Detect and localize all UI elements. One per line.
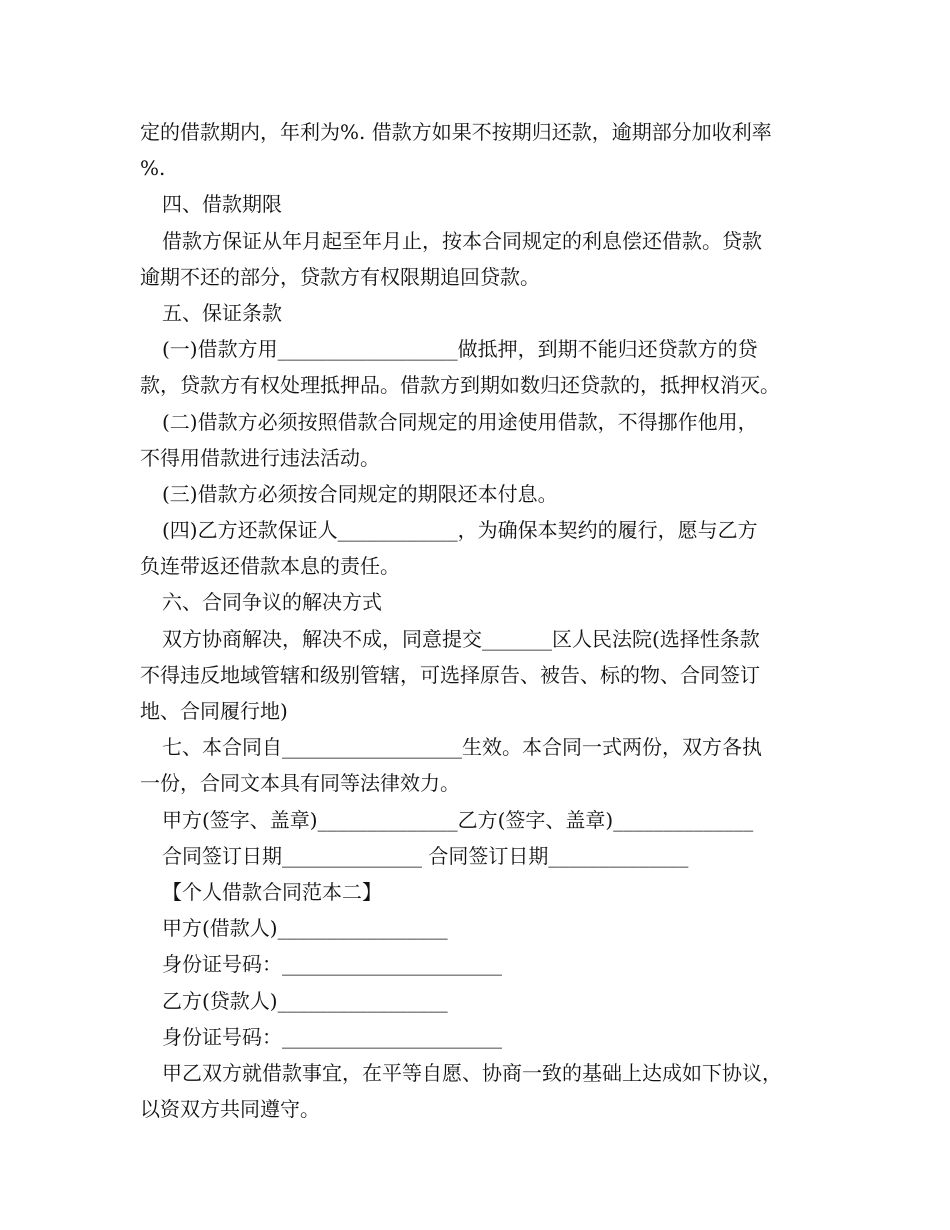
text-line: (一)借款方用__________________做抵押，到期不能归还贷款方的贷: [162, 337, 758, 362]
text-line: 借款方保证从年月起至年月止，按本合同规定的利息偿还借款。贷款: [162, 228, 762, 253]
section-heading: 五、保证条款: [162, 300, 282, 325]
section-heading: 七、本合同自__________________生效。本合同一式两份，双方各执: [162, 735, 762, 760]
text-line: 一份，合同文本具有同等法律效力。: [140, 771, 460, 796]
text-line: (三)借款方必须按合同规定的期限还本付息。: [162, 481, 558, 506]
borrower-id-field: 身份证号码：______________________: [162, 952, 502, 977]
document-page: [140, 114, 830, 1127]
text-line: 以资双方共同遵守。: [140, 1097, 320, 1122]
borrower-field: 甲方(借款人)_________________: [162, 916, 448, 941]
text-line: 地、合同履行地): [140, 699, 288, 723]
lender-id-field: 身份证号码：______________________: [162, 1024, 502, 1049]
text-line: 双方协商解决，解决不成，同意提交_______区人民法院(选择性条款: [162, 626, 760, 651]
lender-field: 乙方(贷款人)_________________: [162, 988, 448, 1013]
text-line: 负连带返还借款本息的责任。: [140, 554, 400, 579]
template-title: 【个人借款合同范本二】: [162, 879, 382, 904]
signing-date-line: 合同签订日期______________ 合同签订日期______________: [162, 843, 689, 868]
text-line: (二)借款方必须按照借款合同规定的用途使用借款，不得挪作他用，: [162, 409, 758, 434]
text-line: %.: [140, 156, 166, 181]
section-heading: 四、借款期限: [162, 192, 282, 217]
text-line: (四)乙方还款保证人____________，为确保本契约的履行，愿与乙方: [162, 518, 758, 543]
text-line: 款，贷款方有权处理抵押品。借款方到期如数归还贷款的，抵押权消灭。: [140, 373, 780, 398]
section-heading: 六、合同争议的解决方式: [162, 590, 382, 615]
signature-line: 甲方(签字、盖章)______________乙方(签字、盖章)______________: [162, 807, 754, 832]
text-line: 逾期不还的部分，贷款方有权限期追回贷款。: [140, 264, 540, 289]
text-line: 不得违反地域管辖和级别管辖，可选择原告、被告、标的物、合同签订: [140, 662, 760, 687]
text-line: 甲乙双方就借款事宜，在平等自愿、协商一致的基础上达成如下协议，: [162, 1060, 782, 1085]
text-line: 不得用借款进行违法活动。: [140, 445, 380, 470]
text-line: 定的借款期内，年利为%. 借款方如果不按期归还款，逾期部分加收利率: [140, 120, 772, 144]
